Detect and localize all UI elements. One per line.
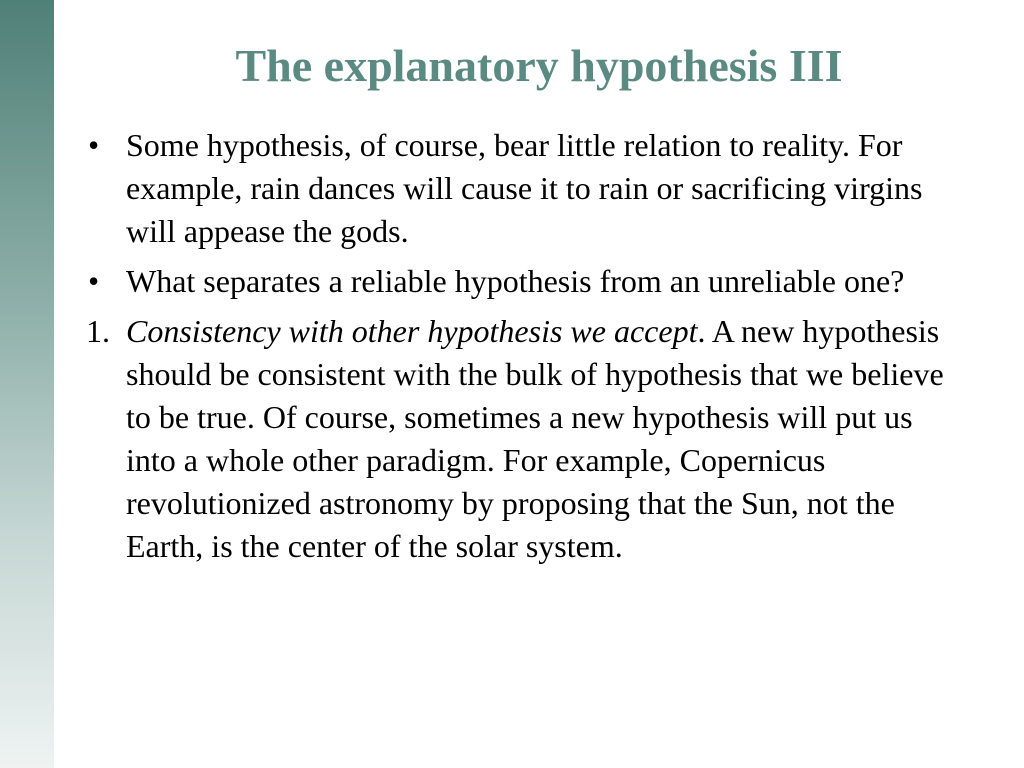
bullet-text: Some hypothesis, of course, bear little relation to reality. For example, rain dances will cause it to rain or sacrificing virgins will appease the gods.: [126, 127, 923, 249]
decorative-sidebar: [0, 0, 54, 768]
slide-content: [86, 124, 946, 575]
bullet-marker: •: [88, 263, 100, 299]
numbered-item-text: . A new hypothesis should be consistent with the bulk of hypothesis that we believe to be true. Of course, sometimes a new hypothesis will put us into a whole other paradigm. For example, Copernicus revolutionized astronomy by proposing that the Sun, not the Earth, is the center of the solar system.: [126, 313, 944, 564]
bullet-marker: •: [88, 127, 100, 163]
number-marker: 1.: [86, 313, 110, 349]
bullet-item: [86, 124, 946, 253]
slide-title: The explanatory hypothesis III: [235, 40, 843, 91]
bullet-item: [86, 260, 946, 303]
numbered-item: [86, 310, 946, 568]
bullet-text: What separates a reliable hypothesis from an unreliable one?: [126, 263, 905, 299]
numbered-item-lead: Consistency with other hypothesis we accept: [126, 313, 698, 349]
